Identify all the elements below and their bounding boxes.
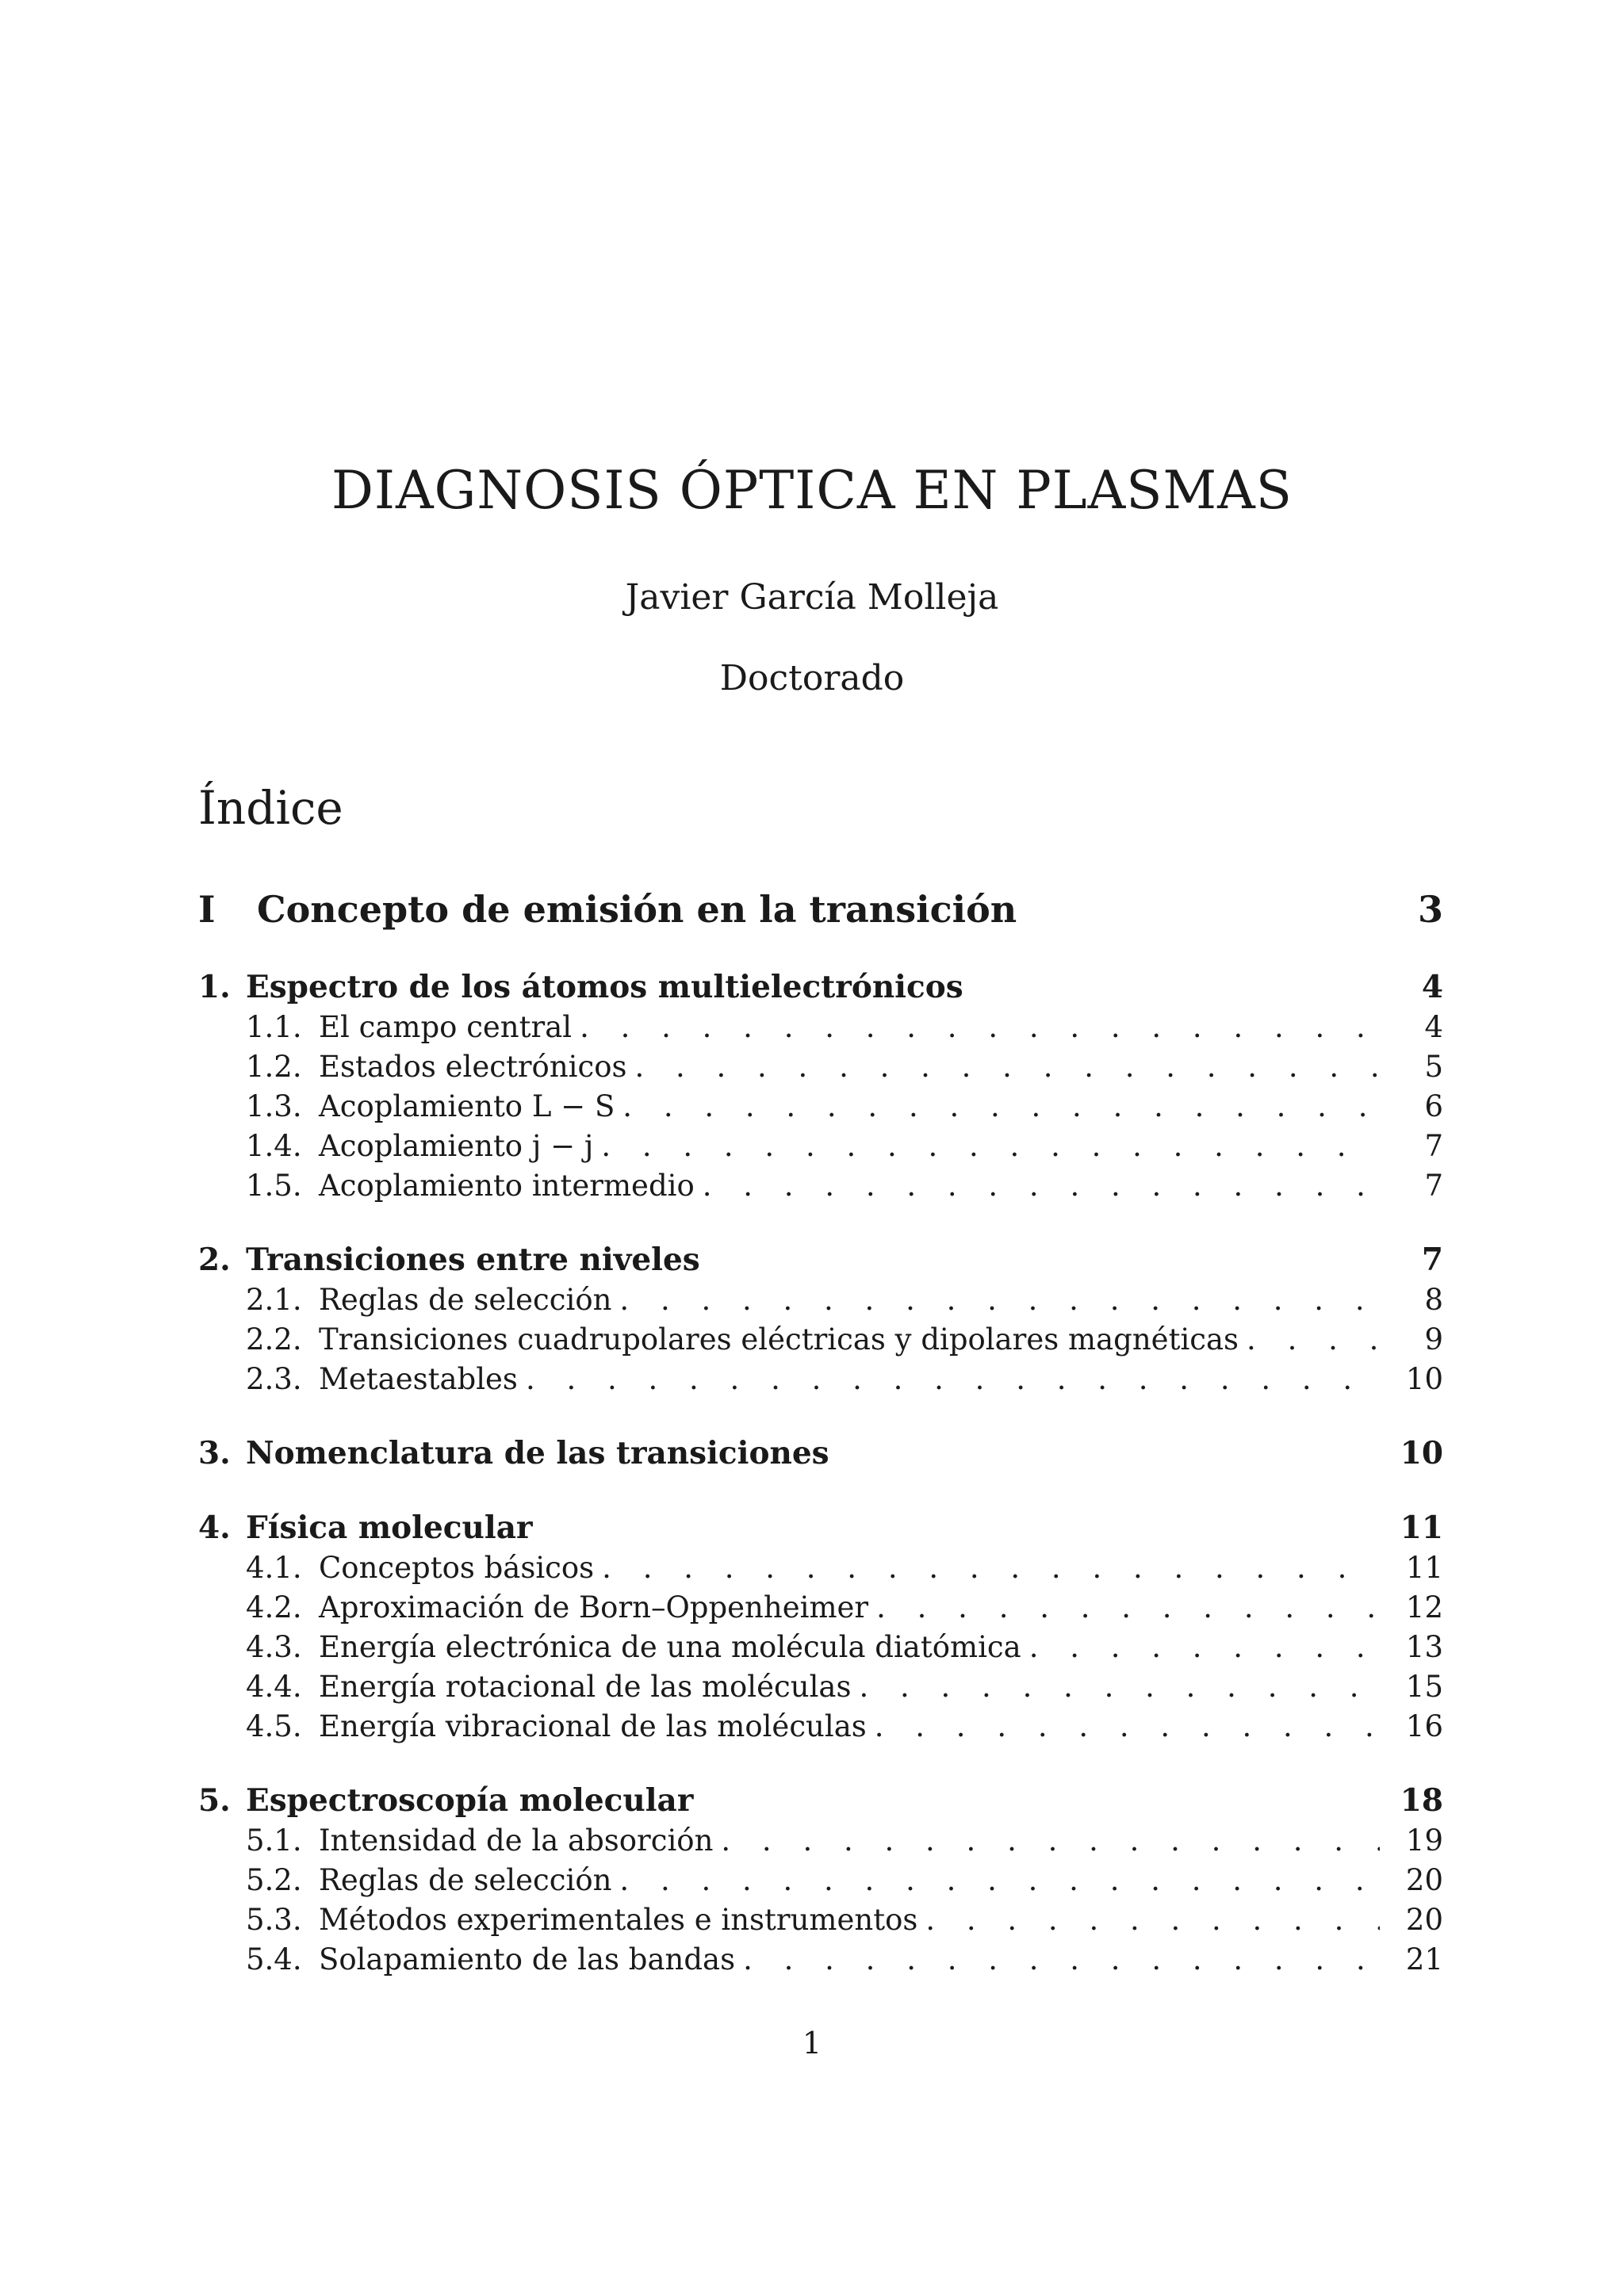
toc-subsection-label: Métodos experimentales e instrumentos bbox=[319, 1903, 918, 1937]
toc-subsection[interactable] bbox=[198, 1590, 1443, 1630]
toc-subsection[interactable] bbox=[198, 1709, 1443, 1749]
toc-subsection-label: Reglas de selección bbox=[319, 1863, 612, 1897]
toc-section-number: 4. bbox=[198, 1510, 231, 1546]
toc-subsection-number: 4.2. bbox=[246, 1590, 302, 1624]
toc-subsection-page: 15 bbox=[1405, 1670, 1443, 1704]
toc-subsection[interactable] bbox=[198, 1362, 1443, 1402]
toc-section bbox=[198, 1242, 1443, 1402]
toc-section bbox=[198, 1435, 1443, 1476]
toc-subsection-number: 4.1. bbox=[246, 1551, 302, 1585]
toc-subsection-number: 2.3. bbox=[246, 1362, 302, 1396]
toc-subsection[interactable] bbox=[198, 1551, 1443, 1590]
toc-subsection-number: 5.4. bbox=[246, 1942, 302, 1976]
page-number: 1 bbox=[802, 2026, 822, 2061]
toc-subsection[interactable] bbox=[198, 1129, 1443, 1169]
toc-leader-dots bbox=[1247, 1322, 1380, 1357]
toc-leader-dots bbox=[622, 1089, 1380, 1123]
document-title: DIAGNOSIS ÓPTICA EN PLASMAS bbox=[331, 460, 1293, 521]
toc-leader-dots bbox=[526, 1362, 1380, 1396]
toc-subsection-number: 1.1. bbox=[246, 1010, 302, 1044]
toc-subsection-number: 1.2. bbox=[246, 1050, 302, 1084]
toc-leader-dots bbox=[743, 1942, 1380, 1976]
toc-part-number: I bbox=[198, 888, 216, 931]
toc-subsection-page: 11 bbox=[1405, 1551, 1443, 1585]
toc-subsection-label: Energía vibracional de las moléculas bbox=[319, 1709, 867, 1743]
toc-subsection-page: 10 bbox=[1405, 1362, 1443, 1396]
toc-leader-dots bbox=[602, 1551, 1380, 1585]
toc-leader-dots bbox=[619, 1283, 1380, 1317]
toc-section-heading[interactable] bbox=[198, 1435, 1443, 1476]
toc-section-page: 11 bbox=[1400, 1510, 1443, 1546]
toc-subsection-label: Metaestables bbox=[319, 1362, 518, 1396]
toc-subsection-page: 19 bbox=[1405, 1823, 1443, 1858]
toc-section-heading[interactable] bbox=[198, 1242, 1443, 1283]
toc-leader-dots bbox=[619, 1863, 1380, 1897]
toc-subsection-page: 16 bbox=[1405, 1709, 1443, 1743]
toc-subsection-label: Aproximación de Born–Oppenheimer bbox=[319, 1590, 869, 1624]
toc-subsection-page: 20 bbox=[1405, 1903, 1443, 1937]
toc-section bbox=[198, 1510, 1443, 1749]
toc-section-label: Espectro de los átomos multielectrónicos bbox=[246, 969, 963, 1005]
toc-subsection-label: El campo central bbox=[319, 1010, 573, 1044]
toc-section-page: 18 bbox=[1400, 1782, 1443, 1819]
toc-subsection[interactable] bbox=[198, 1863, 1443, 1903]
toc-leader-dots bbox=[925, 1903, 1380, 1937]
toc-leader-dots bbox=[601, 1129, 1380, 1163]
toc-section-heading[interactable] bbox=[198, 969, 1443, 1010]
toc-subsection[interactable] bbox=[198, 1942, 1443, 1982]
toc-subsection-page: 8 bbox=[1424, 1283, 1443, 1317]
toc-subsection[interactable] bbox=[198, 1050, 1443, 1089]
toc-subsection-page: 5 bbox=[1424, 1050, 1443, 1084]
toc-subsection-number: 1.3. bbox=[246, 1089, 302, 1123]
author-name: Javier García Molleja bbox=[625, 577, 999, 618]
toc-subsection-page: 20 bbox=[1405, 1863, 1443, 1897]
toc-subsection[interactable] bbox=[198, 1630, 1443, 1670]
toc-subsection-page: 21 bbox=[1405, 1942, 1443, 1976]
toc-leader-dots bbox=[859, 1670, 1380, 1704]
toc-leader-dots bbox=[875, 1709, 1380, 1743]
toc-section-number: 2. bbox=[198, 1242, 231, 1278]
toc-section-number: 3. bbox=[198, 1435, 231, 1471]
toc-subsection-label: Estados electrónicos bbox=[319, 1050, 627, 1084]
toc-section-label: Transiciones entre niveles bbox=[246, 1242, 700, 1278]
toc-subsection-page: 4 bbox=[1424, 1010, 1443, 1044]
table-of-contents bbox=[198, 888, 1443, 2015]
toc-subsection-number: 4.3. bbox=[246, 1630, 302, 1664]
toc-subsection-number: 5.2. bbox=[246, 1863, 302, 1897]
toc-subsection-page: 6 bbox=[1424, 1089, 1443, 1123]
toc-subsection-number: 1.5. bbox=[246, 1169, 302, 1203]
toc-section-label: Física molecular bbox=[246, 1510, 533, 1546]
toc-section-heading[interactable] bbox=[198, 1782, 1443, 1823]
toc-subsection-number: 5.1. bbox=[246, 1823, 302, 1858]
toc-leader-dots bbox=[580, 1010, 1380, 1044]
toc-subsection-label: Energía rotacional de las moléculas bbox=[319, 1670, 852, 1704]
degree-label: Doctorado bbox=[719, 658, 905, 698]
toc-subsection-label: Intensidad de la absorción bbox=[319, 1823, 714, 1858]
toc-section bbox=[198, 969, 1443, 1208]
toc-part-label: Concepto de emisión en la transición bbox=[257, 888, 1017, 931]
toc-subsection-number: 2.1. bbox=[246, 1283, 302, 1317]
toc-subsection[interactable] bbox=[198, 1283, 1443, 1322]
toc-part[interactable] bbox=[198, 888, 1443, 951]
toc-subsection-label: Energía electrónica de una molécula diatómica bbox=[319, 1630, 1021, 1664]
toc-subsection[interactable] bbox=[198, 1903, 1443, 1942]
toc-subsection-number: 4.4. bbox=[246, 1670, 302, 1704]
toc-subsection-number: 5.3. bbox=[246, 1903, 302, 1937]
toc-leader-dots bbox=[634, 1050, 1380, 1084]
toc-subsection[interactable] bbox=[198, 1670, 1443, 1709]
toc-section-number: 5. bbox=[198, 1782, 231, 1819]
toc-section-page: 10 bbox=[1400, 1435, 1443, 1471]
toc-subsection-label: Acoplamiento j − j bbox=[319, 1129, 594, 1163]
index-heading: Índice bbox=[198, 781, 343, 835]
toc-section-label: Espectroscopía molecular bbox=[246, 1782, 694, 1819]
toc-subsection-number: 4.5. bbox=[246, 1709, 302, 1743]
toc-section bbox=[198, 1782, 1443, 1982]
toc-leader-dots bbox=[876, 1590, 1380, 1624]
toc-section-label: Nomenclatura de las transiciones bbox=[246, 1435, 829, 1471]
toc-leader-dots bbox=[703, 1169, 1380, 1203]
toc-subsection[interactable] bbox=[198, 1322, 1443, 1362]
toc-subsection[interactable] bbox=[198, 1089, 1443, 1129]
toc-subsection-page: 9 bbox=[1424, 1322, 1443, 1357]
toc-section-page: 7 bbox=[1421, 1242, 1443, 1278]
toc-subsection[interactable] bbox=[198, 1010, 1443, 1050]
toc-subsection-page: 13 bbox=[1405, 1630, 1443, 1664]
toc-subsection-page: 7 bbox=[1424, 1129, 1443, 1163]
toc-sections bbox=[198, 969, 1443, 1982]
toc-part-page: 3 bbox=[1417, 888, 1443, 931]
toc-subsection-number: 2.2. bbox=[246, 1322, 302, 1357]
toc-subsection-label: Solapamiento de las bandas bbox=[319, 1942, 736, 1976]
toc-subsection-page: 7 bbox=[1424, 1169, 1443, 1203]
toc-subsection-label: Transiciones cuadrupolares eléctricas y dipolares magnéticas bbox=[319, 1322, 1239, 1357]
toc-section-page: 4 bbox=[1421, 969, 1443, 1005]
toc-subsection-label: Reglas de selección bbox=[319, 1283, 612, 1317]
toc-leader-dots bbox=[1029, 1630, 1380, 1664]
toc-subsection-label: Acoplamiento intermedio bbox=[319, 1169, 695, 1203]
toc-leader-dots bbox=[721, 1823, 1380, 1858]
toc-subsection-label: Conceptos básicos bbox=[319, 1551, 595, 1585]
toc-section-heading[interactable] bbox=[198, 1510, 1443, 1551]
toc-subsection[interactable] bbox=[198, 1823, 1443, 1863]
toc-section-number: 1. bbox=[198, 969, 231, 1005]
toc-subsection-number: 1.4. bbox=[246, 1129, 302, 1163]
toc-subsection[interactable] bbox=[198, 1169, 1443, 1208]
toc-subsection-label: Acoplamiento L − S bbox=[319, 1089, 615, 1123]
toc-subsection-page: 12 bbox=[1405, 1590, 1443, 1624]
